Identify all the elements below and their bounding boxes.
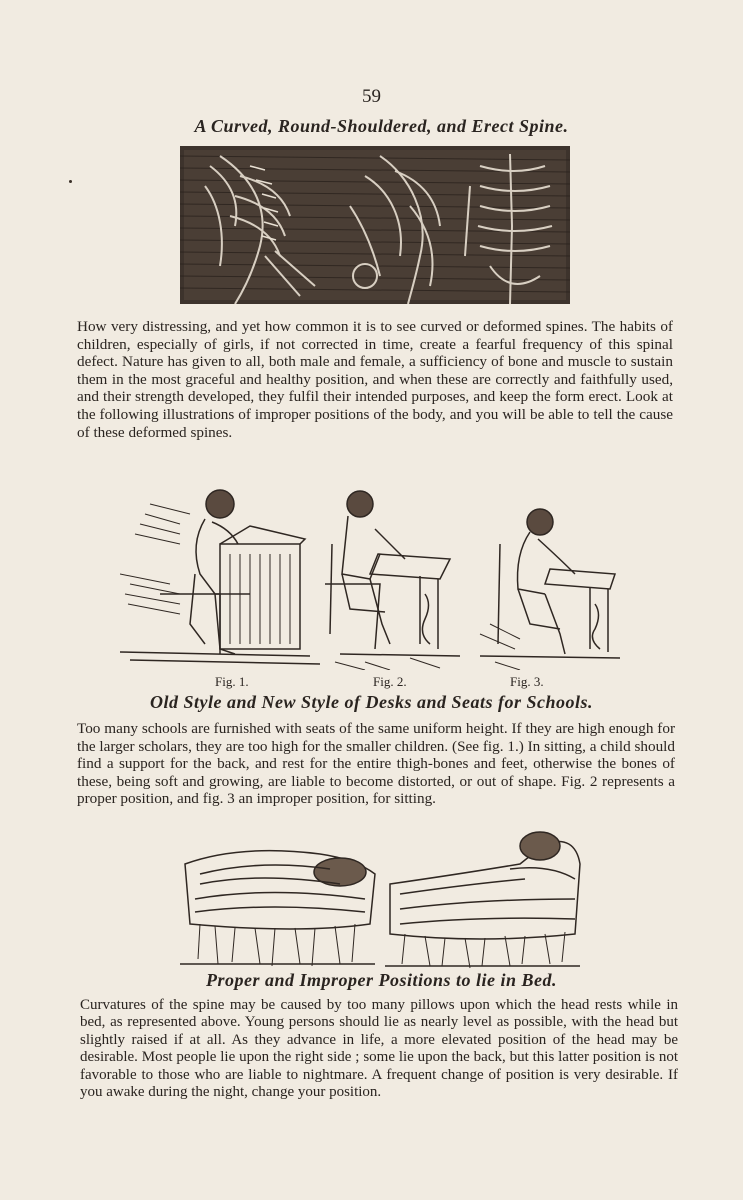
desks-illustration: [120, 484, 625, 670]
fig-1-label: Fig. 1.: [215, 674, 249, 689]
ink-dot: [69, 180, 72, 183]
paragraph-desks: Too many schools are furnished with seats of the same uniform height. If they are high enough for the larger scholars, they are too high for the smaller children. (See fig. 1.) In sitting, a child should find a support for the back, and rest for the entire thigh-bones and feet, otherwise the bones of these, being soft and growing, are liable to become distorted, or out of shape. Fig. 2 represents a proper position, and fig. 3 an improper position, for sitting.: [77, 720, 675, 808]
spine-illustration: [180, 146, 570, 304]
bed-illustration: [180, 824, 585, 970]
bed-heading: Proper and Improper Positions to lie in Bed.: [205, 970, 558, 990]
paragraph-spines: How very distressing, and yet how common it is to see curved or deformed spines. The habits of children, especially of girls, if not corrected in time, create a fearful frequency of this spinal defect. Nature has given to all, both male and female, a sufficiency of bone and muscle to sustain them in the most graceful and healthy position, and when these are correctly and faithfully used, and their strength developed, they fulfil their intended purposes, and keep the form erect. Look at the following illustrations of improper positions of the body, and you will be able to tell the cause of these deformed spines.: [77, 318, 673, 441]
paragraph-bed: Curvatures of the spine may be caused by too many pillows upon which the head rests while in bed, as represented above. Young persons should lie as nearly level as possible, with the head but slightly raised if at all. As they advance in life, a more elevated position of the head may be desirable. Most people lie upon the right side ; some lie upon the back, but this latter position is not favorable to those who are liable to nightmare. A frequent change of position is very desirable. If you awake during the night, change your position.: [80, 997, 678, 1101]
page-number: 59: [362, 86, 381, 107]
desks-heading: Old Style and New Style of Desks and Seats for Schools.: [149, 692, 593, 712]
spine-heading: A Curved, Round-Shouldered, and Erect Spine.: [194, 116, 569, 136]
fig-3-label: Fig. 3.: [510, 674, 544, 689]
fig-2-label: Fig. 2.: [373, 674, 407, 689]
